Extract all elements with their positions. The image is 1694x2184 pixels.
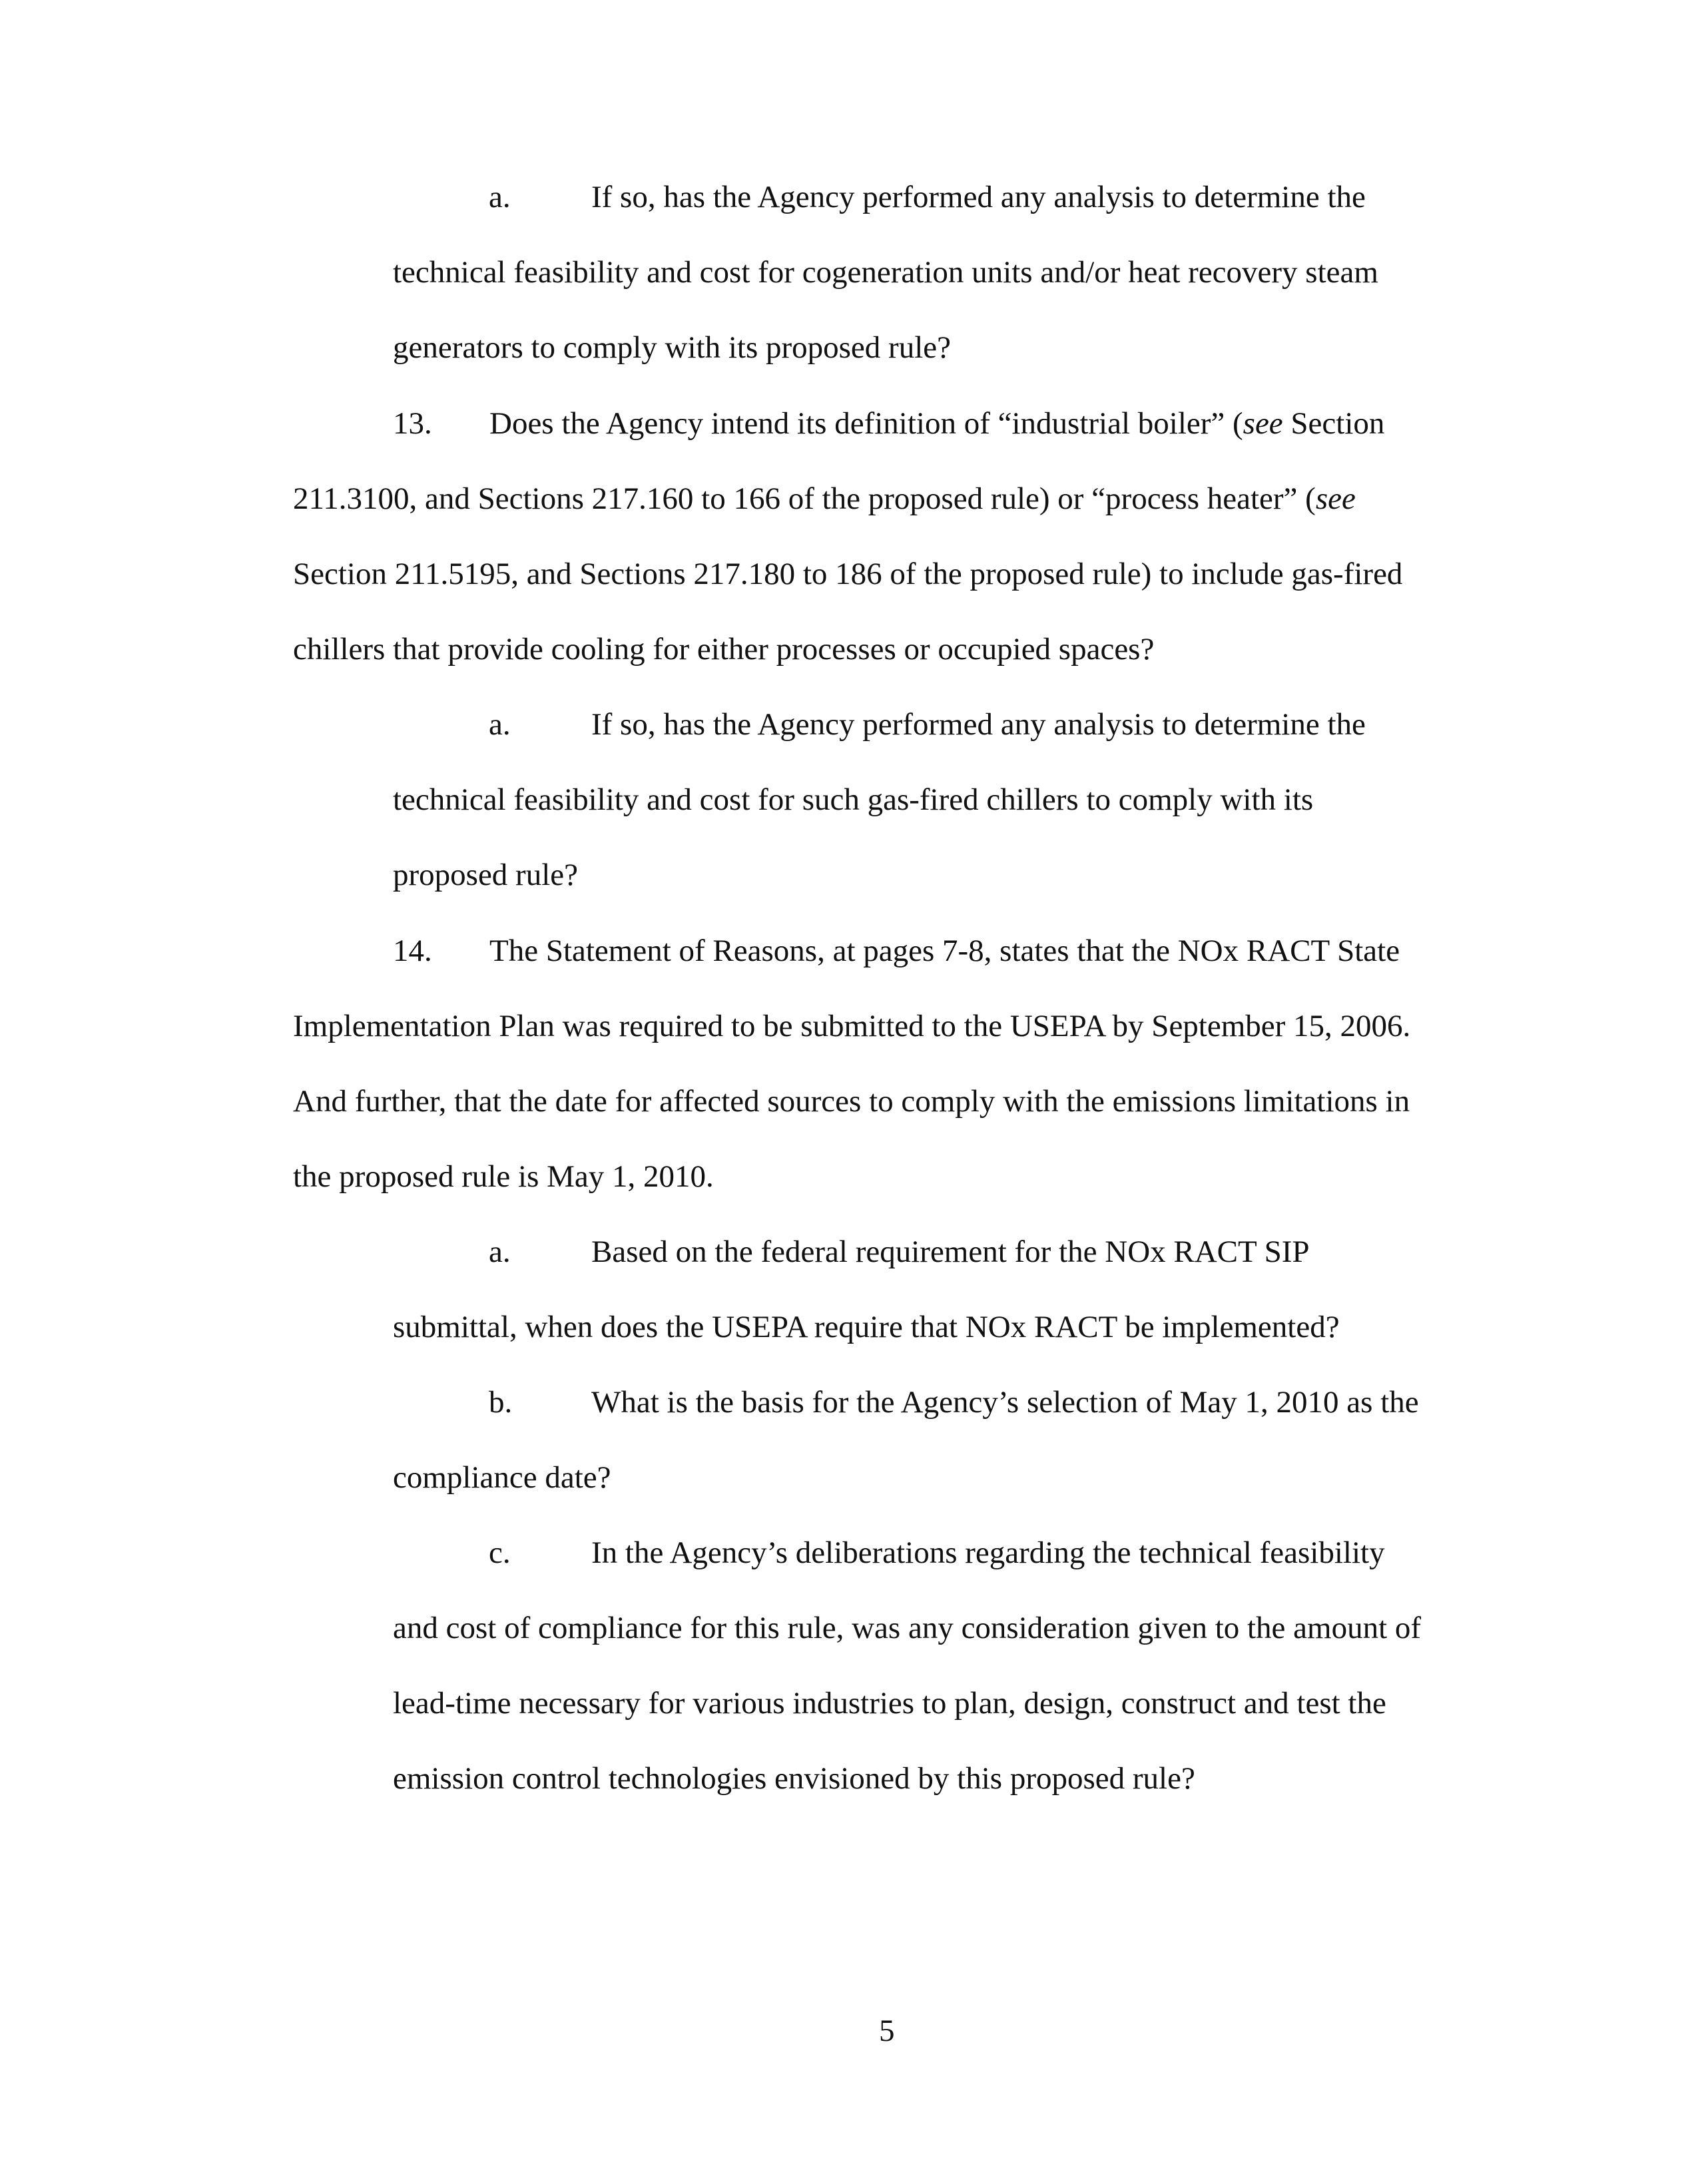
page-number: 5: [879, 2014, 895, 2048]
text-line: submittal, when does the USEPA require that NOx RACT be implemented?: [393, 1310, 1340, 1344]
text-line: Implementation Plan was required to be submitted to the USEPA by September 15, 2006.: [293, 1009, 1411, 1043]
question-number: 14.: [393, 934, 432, 968]
text-line: emission control technologies envisioned by this proposed rule?: [393, 1761, 1195, 1796]
text-line: proposed rule?: [393, 858, 578, 892]
sub-item-marker: a.: [489, 1234, 511, 1269]
text-line: generators to comply with its proposed rule?: [393, 330, 951, 365]
text-line: 211.3100, and Sections 217.160 to 166 of the proposed rule) or “process heater” (see: [293, 481, 1356, 516]
text-line: technical feasibility and cost for cogeneration units and/or heat recovery steam: [393, 255, 1378, 290]
sub-item-marker: a.: [489, 707, 511, 742]
text-line: the proposed rule is May 1, 2010.: [293, 1159, 714, 1194]
text-line: If so, has the Agency performed any analysis to determine the: [591, 180, 1366, 214]
text-line: In the Agency’s deliberations regarding the technical feasibility: [591, 1535, 1385, 1570]
text-line: and cost of compliance for this rule, was any consideration given to the amount of: [393, 1611, 1422, 1645]
text-line: chillers that provide cooling for either processes or occupied spaces?: [293, 632, 1155, 667]
text-line: compliance date?: [393, 1460, 611, 1495]
text-line: The Statement of Reasons, at pages 7-8, states that the NOx RACT State: [489, 934, 1400, 968]
text-line: Does the Agency intend its definition of “industrial boiler” (see Section: [489, 406, 1385, 441]
sub-item-marker: a.: [489, 180, 511, 214]
question-number: 13.: [393, 406, 432, 441]
text-line: If so, has the Agency performed any analysis to determine the: [591, 707, 1366, 742]
text-line: lead-time necessary for various industries to plan, design, construct and test the: [393, 1686, 1386, 1721]
text-line: Based on the federal requirement for the NOx RACT SIP: [591, 1234, 1310, 1269]
text-line: technical feasibility and cost for such gas-fired chillers to comply with its: [393, 782, 1314, 817]
text-line: Section 211.5195, and Sections 217.180 to 186 of the proposed rule) to include gas-fired: [293, 557, 1403, 591]
sub-item-marker: c.: [489, 1535, 511, 1570]
sub-item-marker: b.: [489, 1385, 513, 1420]
text-line: What is the basis for the Agency’s selection of May 1, 2010 as the: [591, 1385, 1419, 1420]
text-line: And further, that the date for affected sources to comply with the emissions limitations in: [293, 1084, 1410, 1119]
